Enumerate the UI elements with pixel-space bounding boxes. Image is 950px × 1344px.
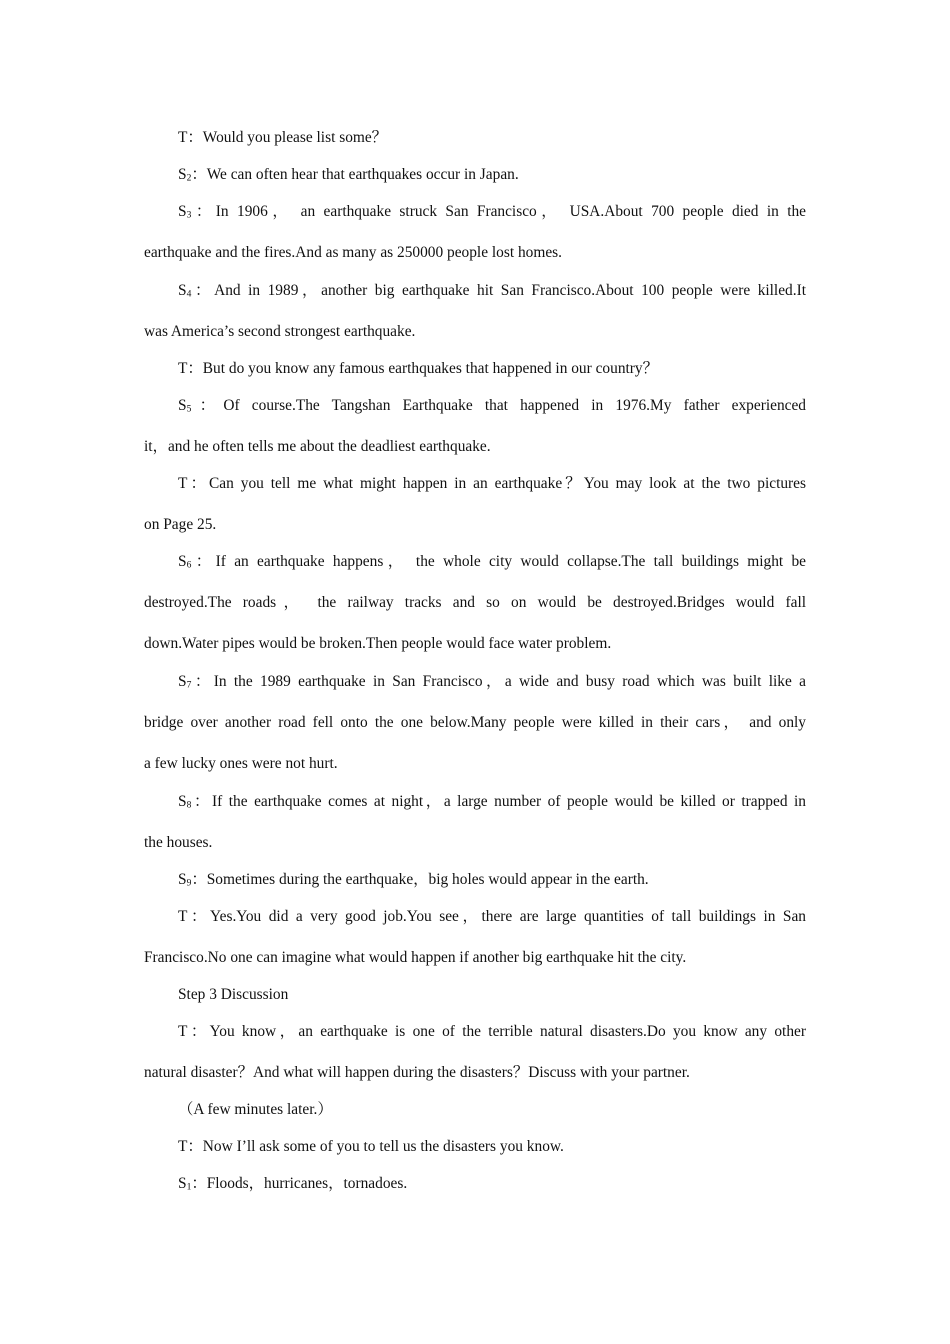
text-line (144, 359, 806, 379)
line-text: ：In the 1989 earthquake in San Francisco，a wide and busy road which was built like a (191, 673, 806, 690)
text-line (144, 792, 806, 833)
speaker-label: S (178, 793, 187, 810)
speaker-label: T (178, 360, 188, 377)
text-line (144, 1174, 806, 1194)
text-line (144, 1137, 806, 1157)
dialogue-paragraph (144, 870, 806, 890)
speaker-label: T (178, 1023, 188, 1040)
text-line: Step 3 Discussion (178, 986, 289, 1003)
dialogue-paragraph (144, 281, 806, 342)
text-line: bridge over another road fell onto the one below.Many people were killed in their cars， and only (144, 714, 806, 731)
text-line (144, 128, 806, 148)
speaker-subscript: 4 (186, 288, 192, 300)
dialogue-paragraph (144, 165, 806, 185)
dialogue-paragraph (144, 396, 806, 457)
line-text: ：Now I’ll ask some of you to tell us the disasters you know. (187, 1138, 564, 1155)
text-line (144, 281, 806, 322)
text-line (144, 672, 806, 713)
text-line: Francisco.No one can imagine what would happen if another big earthquake hit the city. (144, 949, 687, 966)
line-text: ：Yes.You did a very good job.You see，there are large quantities of tall buildings in San (187, 908, 806, 925)
line-text: ：If an earthquake happens， the whole city would collapse.The tall buildings might be (191, 553, 806, 570)
speaker-subscript: 7 (186, 679, 192, 691)
speaker-label: S (178, 397, 187, 414)
speaker-label: S (178, 673, 187, 690)
speaker-subscript: 9 (186, 877, 192, 889)
speaker-subscript: 3 (186, 209, 192, 221)
dialogue-paragraph (144, 552, 806, 654)
text-line (144, 870, 806, 890)
speaker-label: T (178, 129, 188, 146)
speaker-label: S (178, 282, 187, 299)
dialogue-paragraph (144, 128, 806, 148)
text-line: was America’s second strongest earthquake. (144, 323, 416, 340)
speaker-label: T (178, 475, 188, 492)
dialogue-paragraph (144, 1174, 806, 1194)
line-text: ：Of course.The Tangshan Earthquake that happened in 1976.My father experienced (191, 397, 806, 414)
text-line (144, 552, 806, 593)
text-line: （A few minutes later.） (178, 1101, 333, 1118)
text-line (144, 202, 806, 243)
text-line: the houses. (144, 834, 213, 851)
dialogue-paragraph (144, 359, 806, 379)
line-text: ：Can you tell me what might happen in an earthquake？You may look at the two pictures (187, 475, 806, 492)
line-text: ：If the earthquake comes at night，a large number of people would be killed or trapped in (191, 793, 806, 810)
dialogue-paragraph (144, 474, 806, 535)
speaker-label: T (178, 908, 188, 925)
line-text: ：Would you please list some？ (187, 129, 388, 146)
speaker-label: S (178, 203, 187, 220)
dialogue-paragraph (144, 1022, 806, 1083)
line-text: ：And in 1989，another big earthquake hit San Francisco.About 100 people were killed.It (191, 282, 806, 299)
section-heading (144, 985, 806, 1005)
speaker-label: S (178, 1175, 187, 1192)
speaker-subscript: 2 (186, 172, 192, 184)
speaker-label: S (178, 166, 187, 183)
line-text: ：Sometimes during the earthquake，big holes would appear in the earth. (191, 871, 649, 888)
speaker-label: T (178, 1138, 188, 1155)
speaker-subscript: 8 (186, 799, 192, 811)
dialogue-paragraph (144, 672, 806, 774)
speaker-subscript: 5 (186, 403, 192, 415)
text-line (144, 1022, 806, 1063)
dialogue-paragraph (144, 907, 806, 968)
line-text: ：You know，an earthquake is one of the terrible natural disasters.Do you know any other (187, 1023, 806, 1040)
text-line (144, 165, 806, 185)
line-text: ：But do you know any famous earthquakes that happened in our country？ (187, 360, 659, 377)
speaker-label: S (178, 553, 187, 570)
text-line (144, 907, 806, 948)
dialogue-paragraph (144, 1137, 806, 1157)
text-line: natural disaster？And what will happen during the disasters？Discuss with your partner. (144, 1064, 690, 1081)
text-line: a few lucky ones were not hurt. (144, 755, 338, 772)
speaker-subscript: 1 (186, 1181, 192, 1193)
text-line (144, 474, 806, 515)
dialogue-paragraph (144, 792, 806, 853)
dialogue-paragraph (144, 202, 806, 263)
speaker-subscript: 6 (186, 559, 192, 571)
line-text: ：Floods，hurricanes，tornadoes. (191, 1175, 408, 1192)
text-line (144, 396, 806, 437)
text-line: earthquake and the fires.And as many as 250000 people lost homes. (144, 244, 563, 261)
text-line: it，and he often tells me about the deadliest earthquake. (144, 438, 491, 455)
line-text: ：In 1906， an earthquake struck San Francisco， USA.About 700 people died in the (191, 203, 806, 220)
stage-note (144, 1100, 806, 1120)
text-line: down.Water pipes would be broken.Then people would face water problem. (144, 635, 612, 652)
text-line: destroyed.The roads， the railway tracks and so on would be destroyed.Bridges would fall (144, 594, 806, 611)
text-line: on Page 25. (144, 516, 217, 533)
speaker-label: S (178, 871, 187, 888)
line-text: ：We can often hear that earthquakes occur in Japan. (191, 166, 519, 183)
